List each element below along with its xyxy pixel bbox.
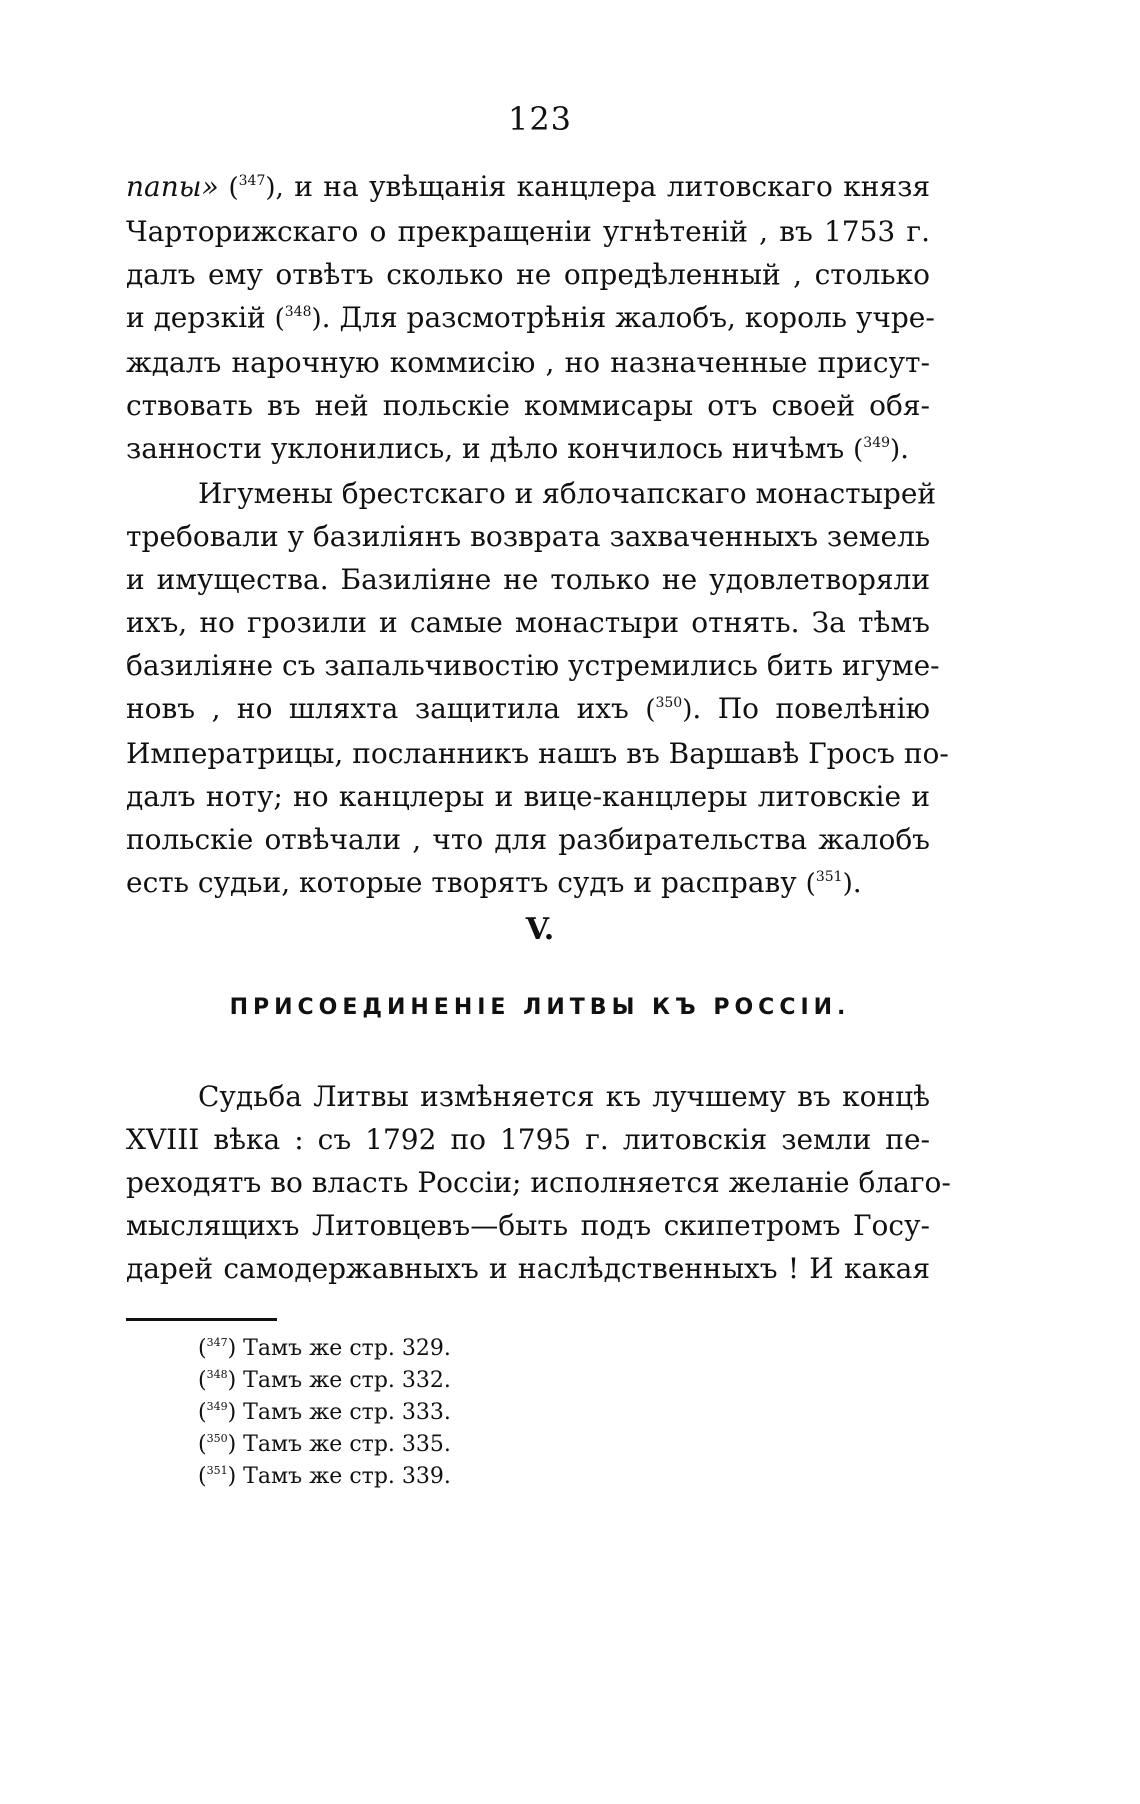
footnote: ($^{351}$) Тамъ же стр. 339. (198, 1464, 451, 1489)
footnote: ($^{349}$) Тамъ же стр. 333. (198, 1400, 451, 1425)
footnote-number: 351 (206, 1464, 228, 1477)
footnote-number: 347 (206, 1336, 228, 1349)
footnote-ref: 351 (815, 869, 843, 885)
body-text-lower (126, 1075, 951, 1290)
text-line: реходятъ во власть Россіи; исполняется желаніе благо- (126, 1166, 951, 1199)
text-line: далъ ноту; но канцлеры и вице-канцлеры литовскіе и (126, 780, 930, 813)
footnotes (198, 1333, 451, 1493)
footnote: ($^{348}$) Тамъ же стр. 332. (198, 1368, 451, 1393)
text-line: новъ , но шляхта защитила ихъ ($^{350}$). По повелѣнію (126, 692, 930, 725)
text-line: базиліяне съ запальчивостію устремились бить игуме- (126, 649, 940, 682)
text-line: требовали у базиліянъ возврата захваченныхъ земель (126, 520, 931, 553)
text-line: польскіе отвѣчали , что для разбирательства жалобъ (126, 823, 930, 856)
section-number: V. (525, 912, 555, 947)
text-line: ствовать въ ней польскіе коммисары отъ своей обя- (126, 389, 930, 422)
text-line: ихъ, но грозили и самые монастыри отнять. За тѣмъ (126, 606, 930, 639)
text-line: мыслящихъ Литовцевъ—быть подъ скипетромъ Госу- (126, 1209, 930, 1242)
text-line: ждалъ нарочную коммисію , но назначенные присут- (126, 346, 930, 379)
footnote-ref: 349 (863, 435, 891, 451)
footnote-number: 350 (206, 1432, 228, 1445)
footnote-divider (126, 1318, 277, 1321)
text-line: Судьба Литвы измѣняется къ лучшему въ концѣ (198, 1080, 930, 1113)
footnote-number: 349 (206, 1400, 228, 1413)
footnote: ($^{350}$) Тамъ же стр. 335. (198, 1432, 451, 1457)
text-line: Императрицы, посланникъ нашъ въ Варшавѣ Гросъ по- (126, 737, 949, 770)
body-text-upper (126, 165, 949, 906)
section-title: ПРИСОЕДИНЕНІЕ ЛИТВЫ КЪ РОССІИ. (229, 995, 851, 1020)
text-line: папы» ($^{347}$), и на увѣщанія канцлера литовскаго князя (126, 170, 930, 203)
footnote-number: 348 (206, 1368, 228, 1381)
text-line: Игумены брестскаго и яблочапскаго монастырей (198, 477, 937, 510)
page-number: 123 (507, 100, 573, 138)
paragraph-2 (126, 472, 949, 906)
text-line: дарей самодержавныхъ и наслѣдственныхъ ! И какая (126, 1252, 930, 1285)
footnote: ($^{347}$) Тамъ же стр. 329. (198, 1336, 451, 1361)
text-line: занности уклонились, и дѣло кончилось ничѣмъ ($^{349}$). (126, 432, 910, 465)
paragraph-1 (126, 165, 935, 472)
text-line: Чарторижскаго о прекращеніи угнѣтеній , въ 1753 г. (126, 215, 930, 248)
text-line: XVIII вѣка : съ 1792 по 1795 г. литовскія земли пе- (126, 1123, 930, 1156)
text-line: и дерзкій ($^{348}$). Для разсмотрѣнія жалобъ, король учре- (126, 301, 935, 334)
text-line: есть судьи, которые творятъ судъ и расправу ($^{351}$). (126, 866, 862, 899)
footnote-ref: 348 (284, 304, 312, 320)
footnote-ref: 347 (238, 173, 266, 189)
italic-word: папы» (126, 170, 219, 203)
text-line: далъ ему отвѣтъ сколько не опредѣленный , столько (126, 258, 930, 291)
text-line: и имущества. Базиліяне не только не удовлетворяли (126, 563, 930, 596)
paragraph-3 (126, 1075, 951, 1290)
footnote-ref: 350 (655, 695, 683, 711)
